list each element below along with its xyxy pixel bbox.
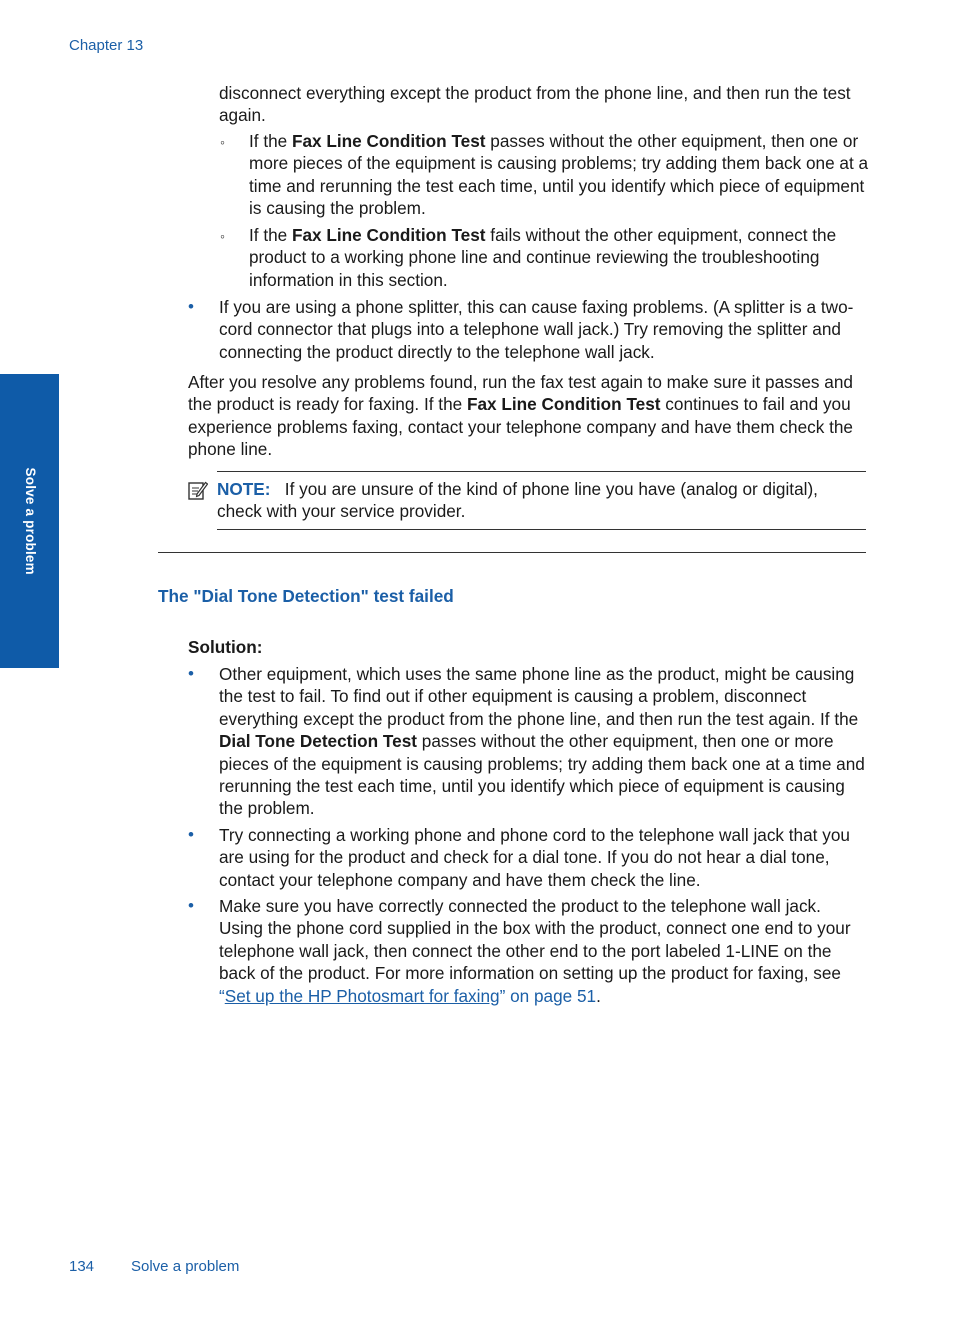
body-paragraph: After you resolve any problems found, run the fax test again to make sure it passes and the product is ready for faxing. If the Fax Line Condition Test continues to fail and you experience problems faxing, contact your telephone company and have them check the phone line.: [188, 372, 853, 460]
footer-section-name: Solve a problem: [131, 1258, 240, 1275]
cross-reference-link[interactable]: Set up the HP Photosmart for faxing: [224, 985, 500, 1006]
sub-list-item: If the Fax Line Condition Test passes without the other equipment, then one or more pieces of the equipment is causing problems; try adding them back one at a time and rerunning the test each time, until you identify which piece of equipment is causing the problem.: [249, 131, 869, 219]
solution-label: Solution:: [188, 637, 263, 657]
list-item: Try connecting a working phone and phone cord to the telephone wall jack that you are using for the product and check for a dial tone. If you do not hear a dial tone, contact your telephone company and have them check the line.: [219, 825, 850, 890]
note-bottom-rule: [217, 529, 866, 530]
list-item: Other equipment, which uses the same phone line as the product, might be causing the test to fail. To find out if other equipment is causing a problem, disconnect everything except the product from the phone line, and then run the test again. If the Dial Tone Detection Test passes without the other equipment, then one or more pieces of the equipment is causing problems; try adding them back one at a time and rerunning the test each time, until you identify which piece of equipment is causing the problem.: [219, 664, 865, 819]
note-top-rule: [217, 471, 866, 472]
list-item: Make sure you have correctly connected the product to the telephone wall jack. Using the phone cord supplied in the box with the product, connect one end to your telephone wall jack, then connect the other end to the port labeled 1-LINE on the back of the product. For more information on setting up the product for faxing, see “Set up the HP Photosmart for faxing” on page 51.: [219, 896, 851, 1006]
bullet-marker: •: [188, 825, 194, 844]
page-number: 134: [69, 1258, 95, 1275]
bullet-marker: •: [188, 896, 194, 915]
side-tab-label-wrap: [0, 374, 59, 668]
sub-bullet-marker: ◦: [220, 134, 225, 150]
bullet-marker: •: [188, 297, 194, 316]
bullet-marker: •: [188, 664, 194, 683]
section-divider: [158, 552, 866, 553]
sub-bullet-marker: ◦: [220, 228, 225, 244]
note-icon: [188, 480, 208, 500]
section-title: The "Dial Tone Detection" test failed: [158, 586, 454, 606]
note-text: NOTE: If you are unsure of the kind of phone line you have (analog or digital), check with your service provider.: [217, 479, 818, 522]
chapter-header: Chapter 13: [69, 37, 144, 54]
side-tab-label: Solve a problem: [22, 467, 38, 575]
list-item: If you are using a phone splitter, this can cause faxing problems. (A splitter is a two-cord connector that plugs into a telephone wall jack.) Try removing the splitter and connecting the product directly to the telephone wall jack.: [219, 297, 854, 362]
sub-list-item: If the Fax Line Condition Test fails without the other equipment, connect the product to a working phone line and continue reviewing the troubleshooting information in this section.: [249, 225, 837, 290]
note-label: NOTE:: [217, 479, 271, 499]
continuation-text: disconnect everything except the product from the phone line, and then run the test again.: [219, 83, 851, 126]
